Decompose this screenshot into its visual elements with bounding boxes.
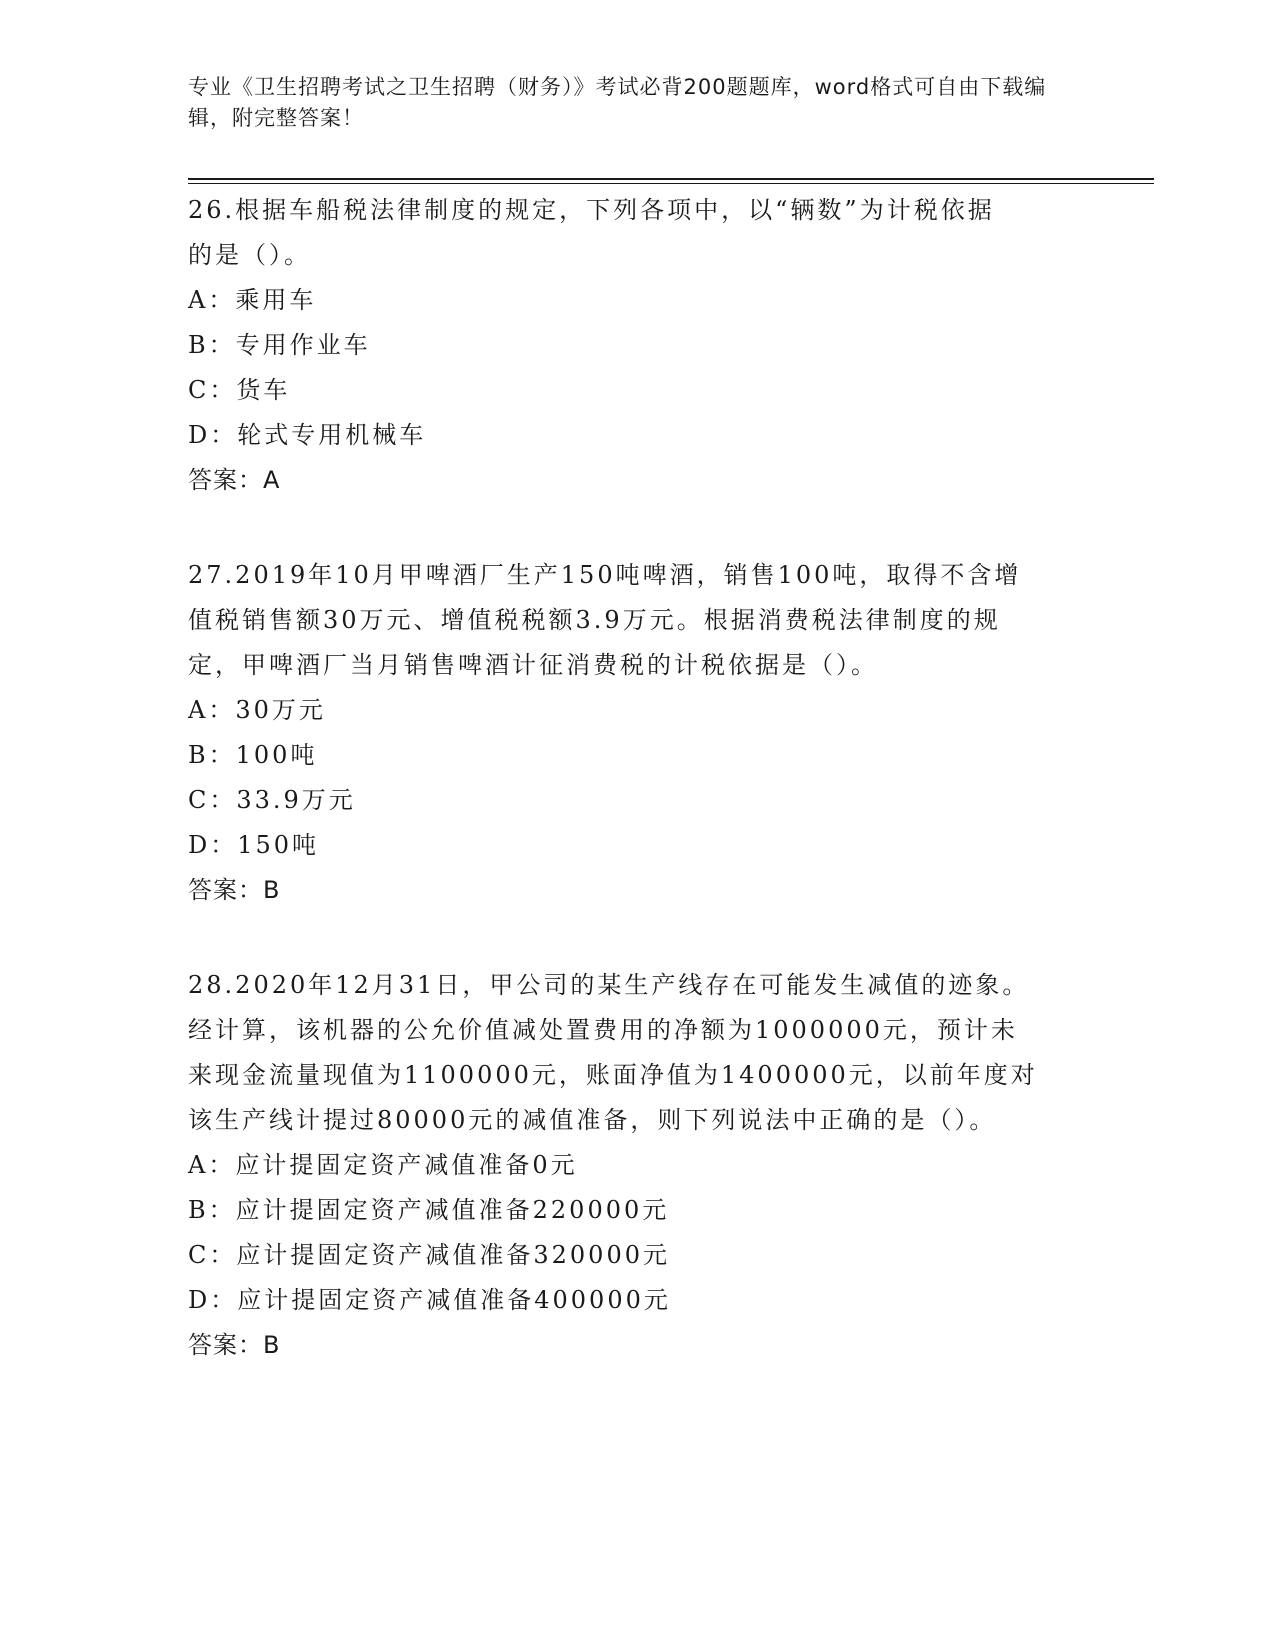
header-divider-thin [188,183,1154,184]
header-divider-thick [188,178,1154,180]
option-d: D：轮式专用机械车 [188,421,427,449]
option-c: C：33.9万元 [188,786,356,814]
question-stem-line: 该生产线计提过80000元的减值准备，则下列说法中正确的是（）。 [188,1106,997,1134]
option-b: B：专用作业车 [188,331,371,359]
question-stem-line: 来现金流量现值为1100000元，账面净值为1400000元，以前年度对 [188,1061,1038,1089]
question-27 [188,553,1088,913]
option-b: B：应计提固定资产减值准备220000元 [188,1196,670,1224]
option-d: D：应计提固定资产减值准备400000元 [188,1286,671,1314]
question-stem-line: 26.根据车船税法律制度的规定，下列各项中，以“辆数”为计税依据 [188,196,995,224]
option-b: B：100吨 [188,741,318,769]
option-c: C：货车 [188,376,291,404]
question-stem-line: 27.2019年10月甲啤酒厂生产150吨啤酒，销售100吨，取得不含增 [188,561,1022,589]
question-stem-line: 28.2020年12月31日，甲公司的某生产线存在可能发生减值的迹象。 [188,971,1030,999]
option-d: D：150吨 [188,831,320,859]
option-a: A：应计提固定资产减值准备0元 [188,1151,578,1179]
question-26 [188,188,1088,503]
option-c: C：应计提固定资产减值准备320000元 [188,1241,670,1269]
option-a: A：30万元 [188,696,326,724]
question-stem-line: 经计算，该机器的公允价值减处置费用的净额为1000000元，预计未 [188,1016,1018,1044]
answer: 答案：B [188,1331,281,1359]
question-28 [188,963,1088,1368]
answer: 答案：B [188,876,281,904]
question-stem-line: 定，甲啤酒厂当月销售啤酒计征消费税的计税依据是（）。 [188,651,878,679]
answer: 答案：A [188,466,281,494]
question-stem-line: 值税销售额30万元、增值税税额3.9万元。根据消费税法律制度的规 [188,606,1001,634]
option-a: A：乘用车 [188,286,317,314]
question-stem-line: 的是（）。 [188,241,311,269]
document-header: 专业《卫生招聘考试之卫生招聘（财务）》考试必背200题题库，word格式可自由下载编辑，附完整答案！ [188,75,1047,130]
